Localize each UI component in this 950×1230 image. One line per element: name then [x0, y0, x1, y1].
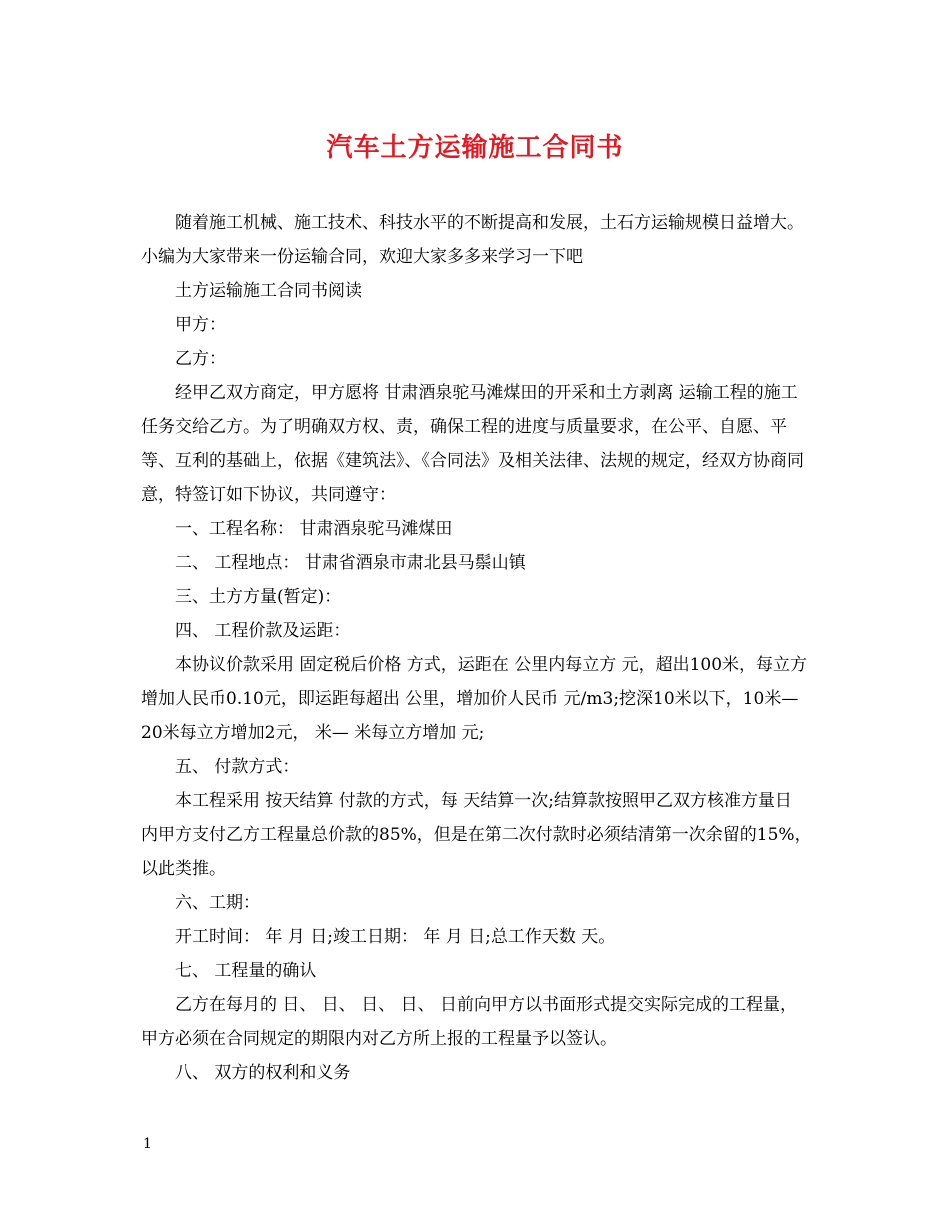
paragraph: 乙方： [175, 349, 226, 369]
paragraph: 乙方在每月的 日、 日、 日、 日、 日前向甲方以书面形式提交实际完成的工程量，甲方必须在合同规定的期限内对乙方所上报的工程量予以签认。 [141, 995, 798, 1049]
paragraph: 一、工程名称： 甘肃酒泉驼马滩煤田 [175, 519, 453, 539]
paragraph: 四、 工程价款及运距： [175, 621, 351, 641]
document-title: 汽车土方运输施工合同书 [326, 133, 624, 163]
paragraph: 八、 双方的权利和义务 [175, 1063, 351, 1083]
paragraph: 开工时间： 年 月 日;竣工日期： 年 月 日;总工作天数 天。 [175, 927, 616, 947]
paragraph: 五、 付款方式： [175, 757, 300, 777]
paragraph: 七、 工程量的确认 [175, 961, 317, 981]
paragraph: 六、工期： [175, 893, 260, 913]
paragraph: 土方运输施工合同书阅读 [175, 281, 362, 301]
paragraph: 二、 工程地点： 甘肃省酒泉市肃北县马鬃山镇 [175, 553, 526, 573]
paragraph: 甲方： [175, 315, 226, 335]
paragraph: 经甲乙双方商定，甲方愿将 甘肃酒泉驼马滩煤田的开采和土方剥离 运输工程的施工任务交给乙方。为了明确双方权、责，确保工程的进度与质量要求，在公平、自愿、平等、互利的基础上，依据《建筑法》、《合同法》及相关法律、法规的规定，经双方协商同意，特签订如下协议，共同遵守： [141, 383, 804, 505]
document-body [141, 206, 813, 1090]
paragraph: 随着施工机械、施工技术、科技水平的不断提高和发展，土石方运输规模日益增大。小编为大家带来一份运输合同，欢迎大家多多来学习一下吧 [141, 213, 804, 267]
paragraph: 本协议价款采用 固定税后价格 方式，运距在 公里内每立方 元，超出100米，每立方增加人民币0.10元，即运距每超出 公里，增加价人民币 元/m3;挖深10米以下，10米—20米每立方增加2元， 米— 米每立方增加 元; [141, 655, 808, 743]
paragraph: 三、土方方量(暂定)： [175, 587, 342, 607]
paragraph: 本工程采用 按天结算 付款的方式，每 天结算一次;结算款按照甲乙双方核准方量日 内甲方支付乙方工程量总价款的85%，但是在第二次付款时必须结清第一次余留的15%，以此类推。 [141, 791, 812, 879]
page-number: 1 [143, 1136, 152, 1152]
